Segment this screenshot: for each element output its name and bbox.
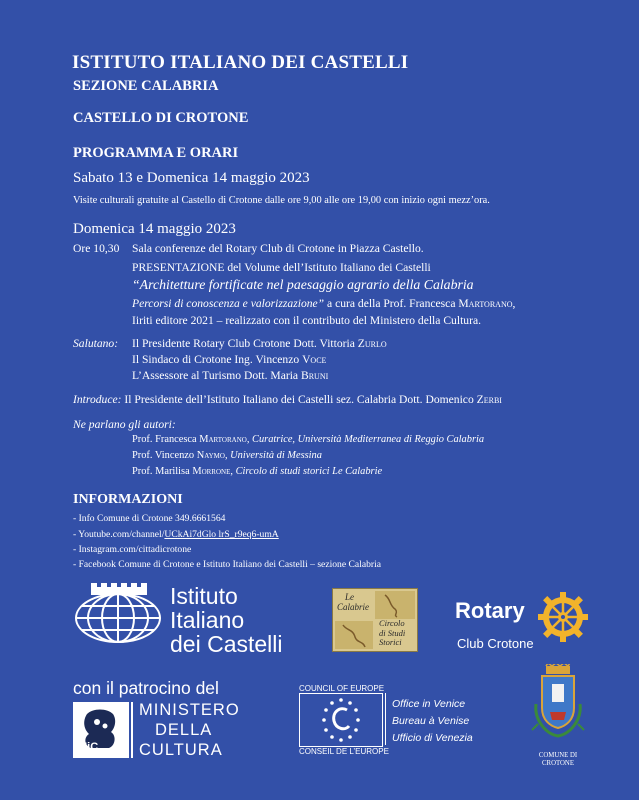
greeting-text: L’Assessore al Turismo Dott. Maria — [132, 369, 301, 382]
intro-line — [73, 393, 502, 406]
calabrie-title — [337, 592, 369, 612]
coe-offices — [392, 696, 473, 747]
iic-wordmark — [170, 584, 283, 656]
coe-office-line: Office in Venice — [392, 698, 466, 710]
coe-top-label: COUNCIL OF EUROPE — [299, 684, 385, 693]
org-title: ISTITUTO ITALIANO DEI CASTELLI — [72, 52, 409, 73]
greeting-item — [132, 353, 326, 366]
iic-line: dei Castelli — [170, 631, 283, 657]
book-subtitle-line — [132, 297, 515, 310]
curator-name: Martorano — [458, 297, 513, 310]
calabrie-text: di Studi — [379, 627, 406, 638]
coe-office-line: Bureau à Venise — [392, 715, 470, 727]
saturday-dates: Sabato 13 e Domenica 14 maggio 2023 — [73, 170, 310, 186]
intro-label: Introduce: — [73, 393, 122, 406]
mic-emblem-icon — [73, 702, 129, 758]
authors-label: Ne parlano gli autori: — [73, 418, 176, 431]
info-heading: INFORMAZIONI — [73, 492, 183, 507]
author-role: Università di Messina — [230, 450, 322, 461]
presentation-keyword: PRESENTAZIONE — [132, 261, 225, 274]
greeting-name: Bruni — [300, 369, 329, 382]
coe-office-line: Ufficio di Venezia — [392, 732, 473, 744]
iic-line: Italiano — [170, 607, 245, 633]
coe-bottom-label: CONSEIL DE L’EUROPE — [299, 747, 389, 756]
visits-text: Visite culturali gratuite al Castello di Crotone dalle ore 9,00 alle ore 19,00 con inizio ogni mezz’ora. — [73, 195, 490, 206]
mic-line: DELLA — [155, 721, 213, 739]
comune-line: CROTONE — [542, 760, 574, 767]
greeting-text: Il Presidente Rotary Club Crotone Dott. Vittoria — [132, 337, 358, 350]
author-item — [132, 450, 322, 461]
intro-name: Zerbi — [476, 393, 502, 406]
author-item — [132, 434, 484, 445]
program-title: PROGRAMMA E ORARI — [73, 145, 239, 161]
rotary-wheel-icon — [538, 592, 588, 642]
mic-wordmark — [139, 700, 240, 760]
coe-divider — [385, 693, 386, 745]
greetings-label: Salutano: — [73, 337, 119, 350]
comune-line: COMUNE DI — [538, 752, 578, 759]
author-text: Prof. Francesca — [132, 434, 200, 445]
greeting-item — [132, 337, 387, 350]
author-role: Circolo di studi storici Le Calabrie — [235, 466, 383, 477]
greeting-text: Il Sindaco di Crotone Ing. Vincenzo — [132, 353, 303, 366]
author-role: Curatrice, Università Mediterranea di Reggio Calabria — [252, 434, 485, 445]
iic-emblem-icon — [72, 582, 164, 648]
comune-label — [532, 752, 584, 768]
calabrie-text: Le — [345, 592, 354, 602]
coe-emblem-icon — [299, 693, 383, 747]
rotary-club: Club Crotone — [457, 636, 534, 651]
comune-crest-icon — [528, 664, 588, 750]
author-item — [132, 466, 382, 477]
mic-line: CULTURA — [139, 741, 223, 759]
presentation-rest: del Volume dell’Istituto Italiano dei Castelli — [224, 261, 431, 274]
iic-line: Istituto — [170, 583, 238, 609]
sunday-date: Domenica 14 maggio 2023 — [73, 221, 236, 237]
greeting-name: Voce — [302, 353, 327, 366]
section-title: SEZIONE CALABRIA — [73, 78, 219, 94]
mic-line: MINISTERO — [139, 701, 240, 719]
mic-badge: MiC — [78, 741, 99, 753]
info-text: - Youtube.com/channel/ — [73, 529, 165, 540]
author-name: Martorano — [199, 434, 247, 445]
info-item: - Facebook Comune di Crotone e Istituto Italiano dei Castelli – sezione Calabria — [73, 559, 381, 570]
youtube-link[interactable]: UCkAi7dGlo lrS_r9eq6-umA — [164, 529, 279, 540]
publisher-line: Iiriti editore 2021 – realizzato con il contributo del Ministero della Cultura. — [132, 314, 482, 327]
author-name: Naymo — [196, 450, 225, 461]
castle-title: CASTELLO DI CROTONE — [73, 110, 249, 126]
curated-by-text: a cura della Prof. Francesca — [324, 297, 459, 310]
author-sep: , — [224, 450, 231, 461]
author-text: Prof. Marilisa — [132, 466, 193, 477]
curator-comma: , — [512, 297, 516, 310]
calabrie-text: Circolo — [379, 618, 405, 628]
calabrie-text: Storici — [379, 637, 402, 647]
author-name: Morrone — [192, 466, 231, 477]
rotary-name: Rotary — [455, 598, 525, 623]
info-item: - Info Comune di Crotone 349.6661564 — [73, 513, 226, 524]
book-subtitle: Percorsi di conoscenza e valorizzazione” — [132, 297, 325, 310]
author-sep: , — [230, 466, 236, 477]
patrocinio-label: con il patrocino del — [73, 678, 219, 698]
mic-divider — [131, 702, 133, 758]
event-venue: Sala conferenze del Rotary Club di Crotone in Piazza Castello. — [132, 242, 424, 255]
info-item: - Instagram.com/cittadicrotone — [73, 544, 192, 555]
event-time: Ore 10,30 — [73, 242, 120, 255]
author-text: Prof. Vincenzo — [132, 450, 197, 461]
info-item — [73, 529, 279, 540]
calabrie-text: Calabrie — [337, 602, 370, 612]
greeting-name: Zurlo — [357, 337, 387, 350]
calabrie-circle — [379, 619, 405, 648]
greeting-item — [132, 369, 328, 382]
book-title: “Architetture fortificate nel paesaggio agrario della Calabria — [132, 277, 474, 292]
calabrie-logo — [332, 588, 418, 652]
presentation-line — [132, 261, 431, 274]
intro-text: Il Presidente dell’Istituto Italiano dei Castelli sez. Calabria Dott. Domenico — [121, 393, 477, 406]
author-sep: , — [246, 434, 253, 445]
